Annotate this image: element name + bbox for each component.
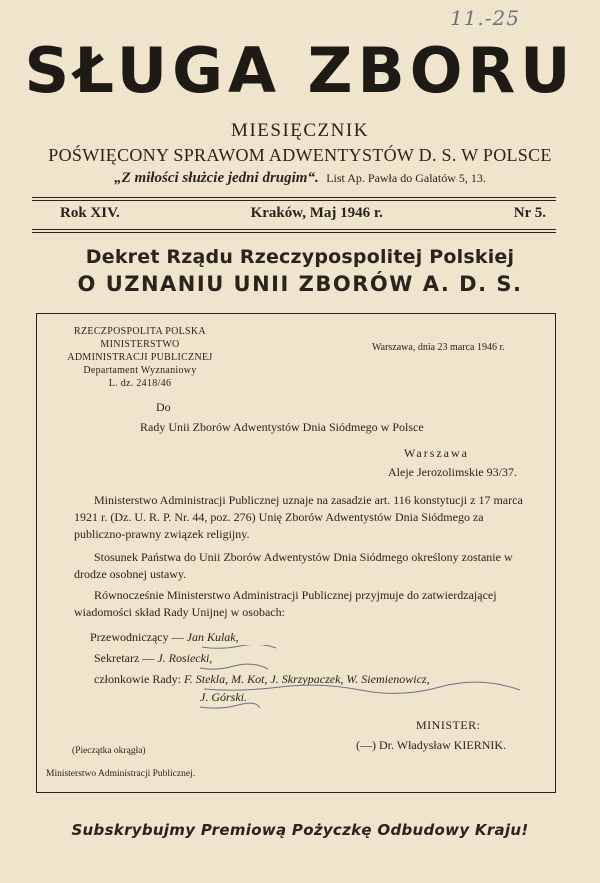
- underline-members-2: [200, 703, 260, 708]
- paragraph-text: Ministerstwo Administracji Publicznej uznaje na zasadzie art. 116 konstytucji z 17 marca 1921 r. (Dz. U. R. P. Nr. 44, poz. 276) Unię Zborów Adwentystów Dnia Siódmego za publiczno-prawny związek religijny.: [74, 493, 523, 541]
- header-rule-top: [32, 197, 556, 198]
- letter-paragraph-1: [74, 492, 534, 543]
- seal-note: (Pieczątka okrągła): [72, 746, 146, 756]
- secretary-label: Sekretarz —: [94, 651, 155, 665]
- sender-line: RZECZPOSPOLITA POLSKA: [74, 326, 206, 337]
- letter-paragraph-3: [74, 587, 534, 621]
- header-rule-bottom-thin: [32, 229, 556, 230]
- motto-reference: List Ap. Pawła do Galatów 5, 13.: [326, 171, 486, 185]
- sender-line: ADMINISTRACJI PUBLICZNEJ: [67, 352, 213, 363]
- chairman-line: [90, 630, 239, 645]
- letter-city: Warszawa: [404, 446, 470, 460]
- ministry-footer: Ministerstwo Administracji Publicznej.: [46, 769, 196, 779]
- masthead-subtitle-monthly: MIESIĘCZNIK: [231, 120, 369, 141]
- letter-salutation: Do: [156, 400, 171, 414]
- masthead-title: SŁUGA ZBORU: [24, 34, 576, 107]
- header-rule-top-thin: [32, 200, 556, 201]
- issue-place-date: Kraków, Maj 1946 r.: [250, 205, 383, 221]
- headline-recognition: O UZNANIU UNII ZBORÓW A. D. S.: [77, 272, 523, 296]
- issue-number: Nr 5.: [513, 205, 546, 221]
- issue-info-line: [60, 205, 546, 222]
- letter-street: Aleje Jerozolimskie 93/37.: [388, 465, 517, 479]
- headline-decree: Dekret Rządu Rzeczypospolitej Polskiej: [85, 246, 515, 268]
- header-rule-bottom: [32, 232, 556, 233]
- sender-line: Departament Wyznaniowy: [83, 365, 197, 376]
- issue-volume: Rok XIV.: [60, 205, 120, 221]
- underline-members: [204, 682, 520, 693]
- secretary-name: J. Rosiecki,: [157, 651, 213, 665]
- minister-title: MINISTER:: [416, 718, 481, 732]
- paragraph-text: Równocześnie Ministerstwo Administracji Publicznej przyjmuje do zatwierdzającej wiadomości skład Rady Unijnej w osobach:: [74, 588, 497, 619]
- chairman-name: Jan Kulak,: [186, 630, 239, 644]
- letter-place-date: Warszawa, dnia 23 marca 1946 r.: [372, 342, 505, 353]
- members-label: członkowie Rady:: [94, 672, 181, 686]
- handwritten-underlines: [190, 645, 550, 715]
- underline-chairman: [202, 645, 276, 648]
- members-names: J. Górski.: [200, 690, 247, 704]
- sender-line: MINISTERSTWO: [100, 339, 180, 350]
- sender-block: [60, 325, 220, 390]
- members-names: F. Stekla, M. Kot, J. Skrzypaczek, W. Siemienowicz,: [183, 672, 430, 686]
- chairman-label: Przewodniczący —: [90, 630, 184, 644]
- sender-line: L. dz. 2418/46: [108, 378, 172, 389]
- underline-secretary: [200, 664, 268, 669]
- letter-paragraph-2: [74, 549, 534, 583]
- motto-quote: „Z miłości służcie jedni drugim“.: [114, 170, 319, 186]
- footer-slogan: Subskrybujmy Premiową Pożyczkę Odbudowy Kraju!: [71, 821, 529, 839]
- handwritten-note: 11.-25: [449, 6, 520, 30]
- paragraph-text: Stosunek Państwa do Unii Zborów Adwentystów Dnia Siódmego określony zostanie w drodze osobnej ustawy.: [74, 550, 513, 581]
- letter-addressee: Rady Unii Zborów Adwentystów Dnia Siódmego w Polsce: [140, 420, 424, 434]
- masthead-subtitle-dedication: POŚWIĘCONY SPRAWOM ADWENTYSTÓW D. S. W POLSCE: [48, 145, 552, 165]
- masthead-motto: [0, 170, 600, 187]
- minister-signature: (—) Dr. Władysław KIERNIK.: [356, 738, 507, 752]
